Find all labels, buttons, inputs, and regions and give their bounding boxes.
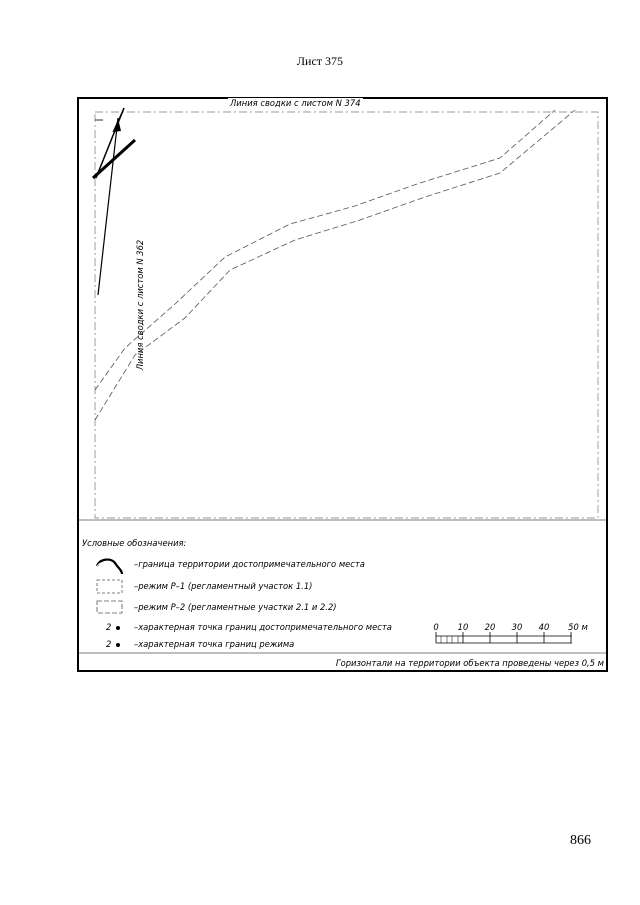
- scale-label-0: 0: [433, 622, 439, 632]
- landmark-point-number: 2: [106, 622, 112, 632]
- regime-r2-icon: [97, 601, 122, 613]
- boundary-thin-line-b: [96, 108, 124, 178]
- top-edge-label: Линия сводки с листом N 374: [230, 98, 361, 108]
- regime-r1-icon: [97, 580, 122, 593]
- scale-label-10: 10: [457, 622, 469, 632]
- regime-point-number: 2: [106, 639, 112, 649]
- boundary-curve-icon: [97, 560, 122, 574]
- zone-boundary-upper: [95, 110, 555, 390]
- legend-title: Условные обозначения:: [82, 538, 187, 548]
- landmark-point-icon: [116, 626, 120, 630]
- contour-note: Горизонтали на территории объекта проведены через 0,5 м: [335, 658, 604, 668]
- legend-regime-point-text: –характерная точка границ режима: [134, 639, 295, 649]
- legend-boundary-text: –граница территории достопримечательного места: [134, 559, 365, 569]
- regime-point-icon: [116, 643, 120, 647]
- sheet-title: Лист 375: [296, 54, 344, 68]
- scale-label-30: 30: [511, 622, 523, 632]
- legend-regime-r1-text: –режим Р–1 (регламентный участок 1.1): [134, 581, 313, 591]
- scale-label-50: 50 м: [568, 622, 588, 632]
- boundary-thick-line: [93, 140, 135, 178]
- page-number: 866: [570, 833, 591, 848]
- scale-bar: [436, 632, 572, 643]
- scale-label-20: 20: [484, 622, 496, 632]
- legend-regime-r2-text: –режим Р–2 (регламентные участки 2.1 и 2.2): [134, 602, 337, 612]
- legend-landmark-point-text: –характерная точка границ достопримечательного места: [134, 622, 392, 632]
- inner-dashed-frame: [95, 112, 598, 518]
- zone-boundary-lower: [95, 110, 575, 420]
- scale-label-40: 40: [538, 622, 550, 632]
- boundary-thin-line-a: [98, 118, 118, 295]
- left-edge-label: Линия сводки с листом N 362: [135, 239, 145, 371]
